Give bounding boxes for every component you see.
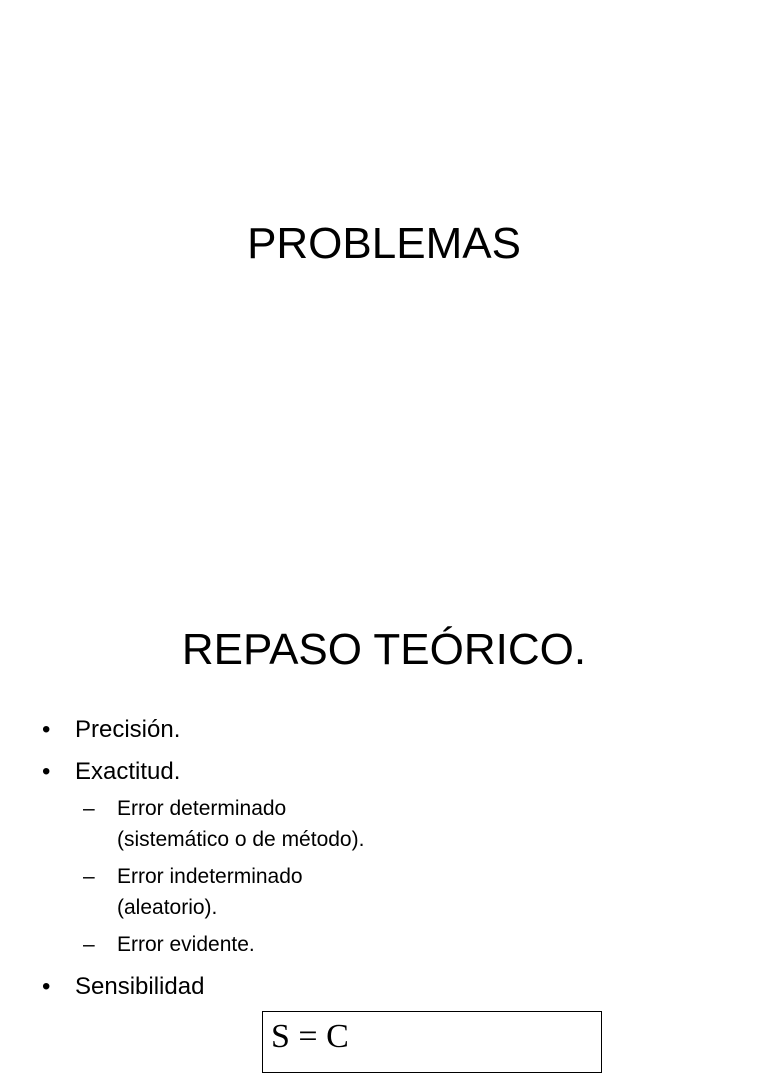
bullet-label: Sensibilidad — [75, 973, 205, 1000]
bullet-list — [42, 715, 372, 1014]
sub-item-label: Error determinado (sistemático o de método). — [117, 797, 365, 851]
dash-mark: – — [83, 797, 95, 820]
formula-text: S = C — [271, 1018, 349, 1055]
sub-item-label: Error indeterminado (aleatorio). — [117, 865, 303, 919]
bullet-label: Precisión. — [75, 716, 181, 743]
dash-mark: – — [83, 933, 95, 956]
slide-repaso-teorico — [0, 576, 768, 1055]
sub-item-error-determinado — [83, 793, 377, 855]
formula-box — [262, 1011, 602, 1073]
slide-title: REPASO TEÓRICO. — [181, 625, 587, 674]
bullet-mark: • — [42, 973, 51, 1000]
bullet-mark: • — [42, 758, 51, 785]
slide-title: PROBLEMAS — [247, 219, 521, 268]
sub-item-label: Error evidente. — [117, 933, 255, 956]
bullet-item-exactitud — [42, 757, 372, 960]
bullet-label: Exactitud. — [75, 758, 181, 785]
bullet-item-sensibilidad — [42, 972, 372, 1002]
bullet-item-precision — [42, 715, 372, 745]
sub-item-error-indeterminado — [83, 861, 377, 923]
dash-mark: – — [83, 865, 95, 888]
sub-list — [75, 793, 372, 960]
bullet-mark: • — [42, 716, 51, 743]
sub-item-error-evidente — [83, 929, 377, 960]
